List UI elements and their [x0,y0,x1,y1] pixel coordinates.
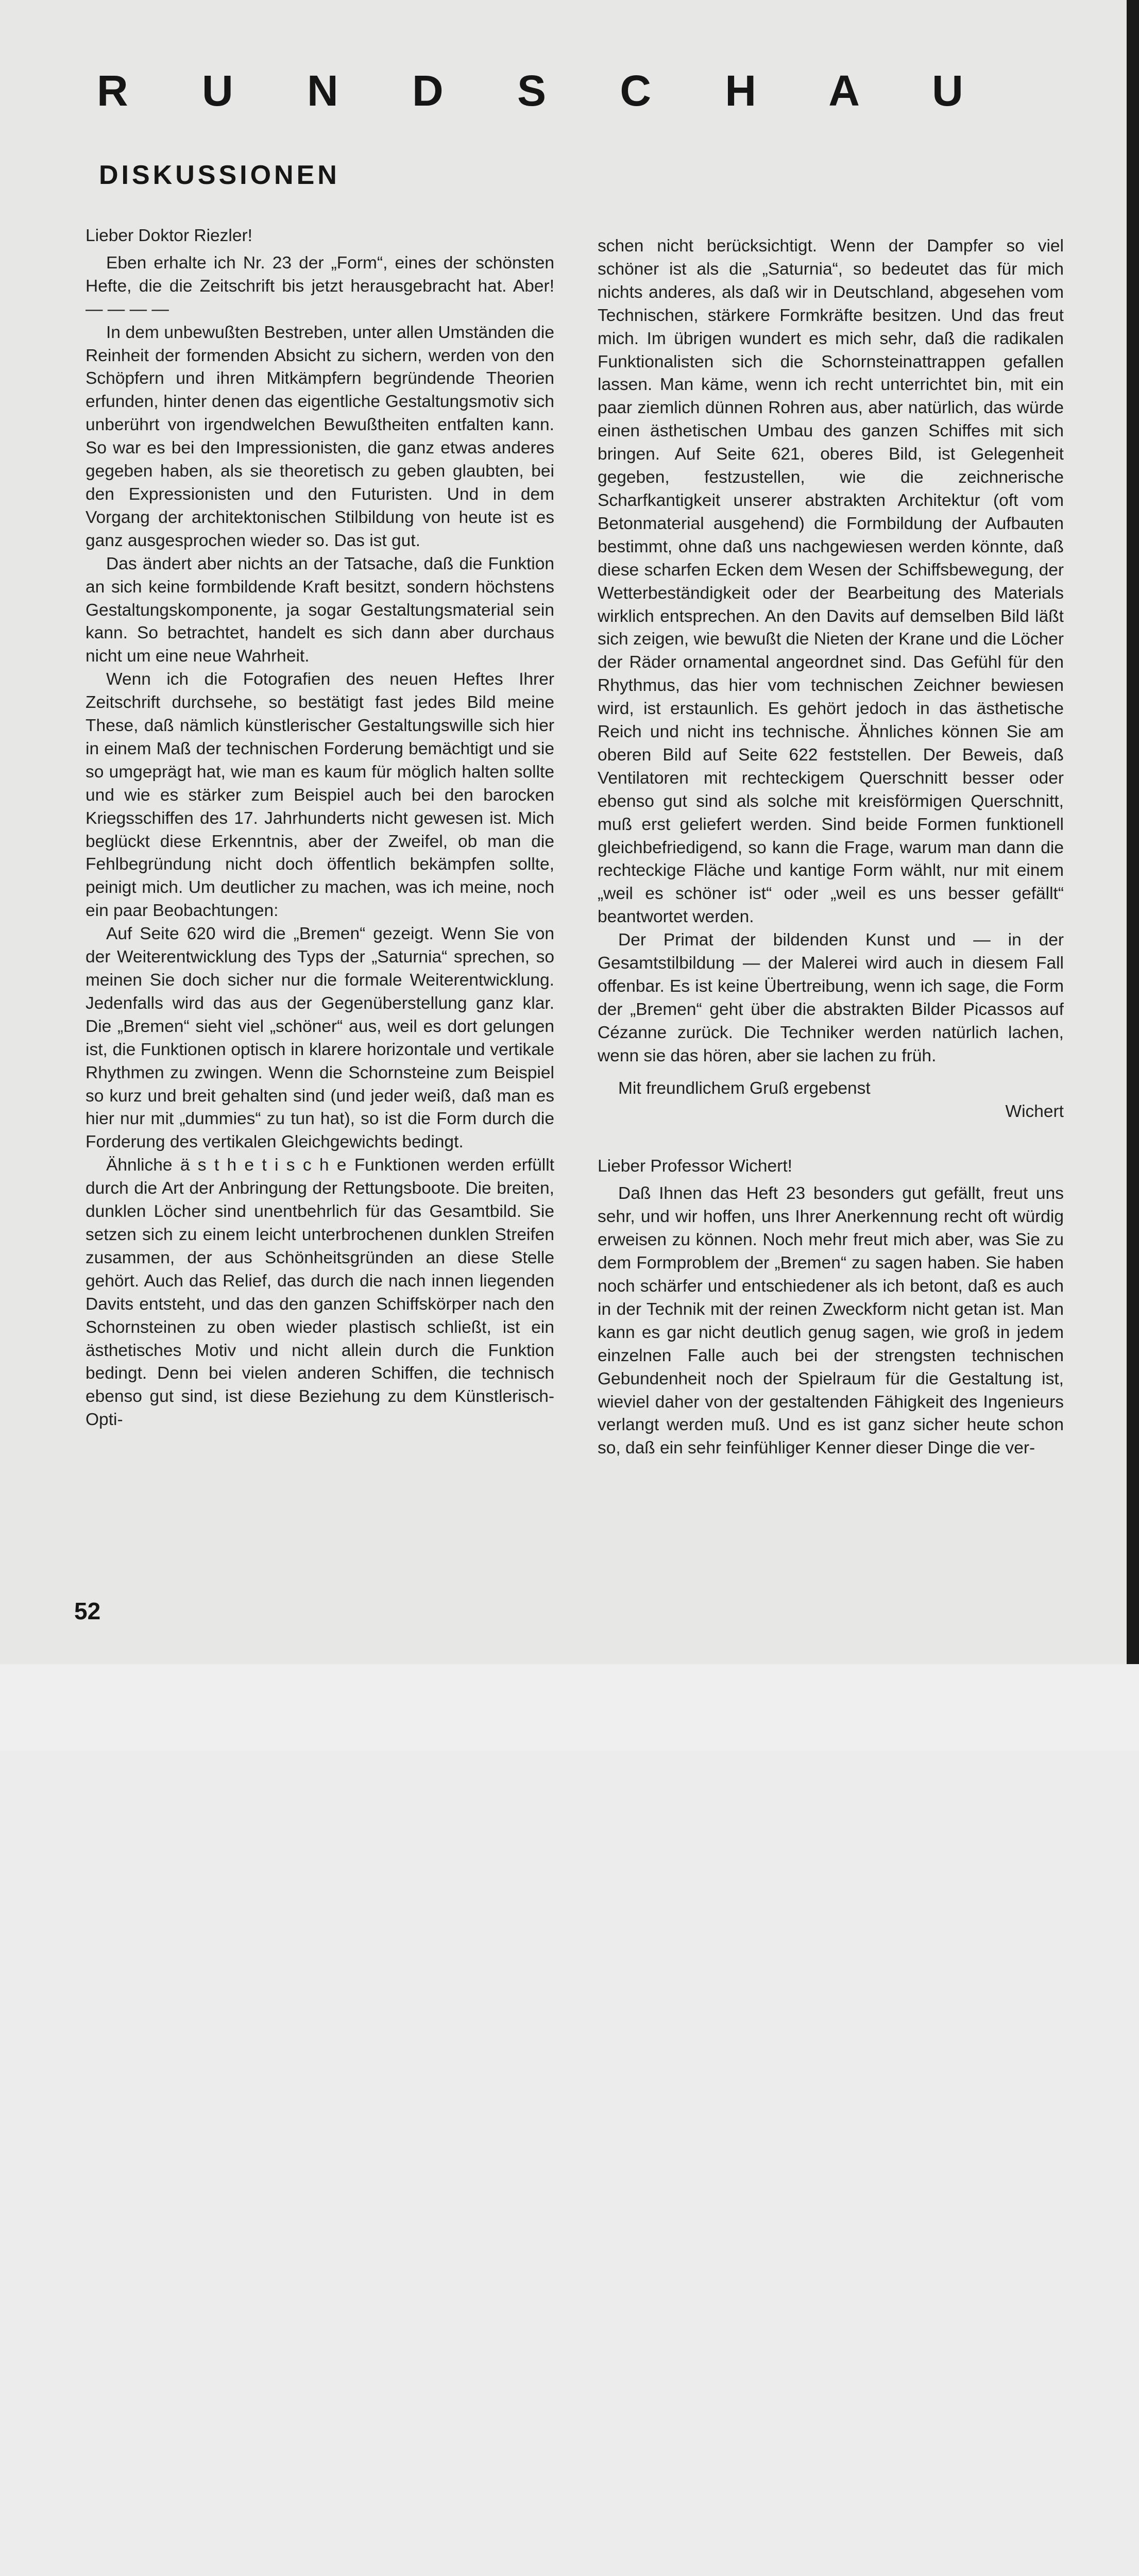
letter1-signature: Wichert [1005,1101,1064,1121]
section-heading: DISKUSSIONEN [99,160,340,190]
letter1-paragraph: Eben erhalte ich Nr. 23 der „Form“, eines der schönsten Hefte, die die Zeitschrift bis jetzt herausgebracht hat. Aber! — — — — [86,253,554,319]
letter2-paragraph: Daß Ihnen das Heft 23 besonders gut gefällt, freut uns sehr, und wir hoffen, uns Ihrer Anerkennung recht oft würdig erweisen zu können. Noch mehr freut mich aber, was Sie zu dem Formproblem der „Bremen“ zu sagen haben. Sie haben noch schärfer und entschiedener als ich betont, daß es auch in der Technik mit der reinen Zweckform nicht getan ist. Man kann es gar nicht deutlich genug sagen, wie groß in jedem einzelnen Falle auch bei der strengsten technischen Gebundenheit noch der Spielraum für die Gestaltung ist, wieviel daher von der gestaltenden Fähigkeit des Ingenieurs verlangt werden muß. Und es ist ganz sicher heute schon so, daß ein sehr feinfühliger Kenner dieser Dinge die ver- [598,1184,1064,1458]
page-number: 52 [74,1598,101,1624]
magazine-section-title: R U N D S C H A U [97,66,994,115]
left-column [86,225,554,1432]
letter1-salutation: Lieber Doktor Riezler! [86,226,252,245]
letter2-salutation: Lieber Professor Wichert! [598,1157,792,1176]
letter1-paragraph: Ähnliche ä s t h e t i s c h e Funktionen werden erfüllt durch die Art der Anbringung der Rettungsboote. Die breiten, dunklen Löcher sind unentbehrlich für das Gesamtbild. Sie setzen sich zu einem leicht unterbrochenen dunklen Streifen zusammen, der aus Schönheitsgründen an diese Stelle gehört. Auch das Relief, das durch die nach innen liegenden Davits entsteht, und das den ganzen Schiffskörper nach den Schornsteinen zu oben wieder plastisch schließt, ist ein ästhetisches Motiv und nicht allein durch die Funktion bedingt. Denn bei vielen anderen Schiffen, die technisch ebenso gut sind, ist diese Beziehung zu dem Künstlerisch-Opti- [86,1156,554,1430]
page-edge-shadow [1127,0,1139,1664]
letter1-paragraph: Wenn ich die Fotografien des neuen Heftes Ihrer Zeitschrift durchsehe, so bestätigt fast jedes Bild meine These, daß nämlich künstlerischer Gestaltungswille sich hier in einem Maß der technischen Forderung bemächtigt und sie so umgeprägt hat, wie man es kaum für möglich halten sollte und wie es stärker zum Beispiel auch bei den barocken Kriegsschiffen des 17. Jahrhunderts nicht gewesen ist. Mich beglückt diese Erkenntnis, aber der Zweifel, ob man die Fehlbegründung nicht doch öffentlich bekämpfen sollte, peinigt mich. Um deutlicher zu machen, was ich meine, noch ein paar Beobachtungen: [86,670,554,921]
letter1-paragraph-continued: schen nicht berücksichtigt. Wenn der Dampfer so viel schöner ist als die „Saturnia“, so bedeutet das für mich nichts anderes, als daß wir in Deutschland, abgesehen vom Technischen, stärkere Formkräfte besitzen. Und das freut mich. Im übrigen wundert es mich sehr, daß die radikalen Funktionalisten sich die Schornsteinattrappen gefallen lassen. Man käme, wenn ich recht unterrichtet bin, mit ein paar ziemlich dünnen Rohren aus, aber natürlich, das würde einen ästhetischen Umbau des ganzen Schiffes mit sich bringen. Auf Seite 621, oberes Bild, ist Gelegenheit gegeben, festzustellen, wie die zeichnerische Scharfkantigkeit unserer abstrakten Architektur (oft vom Betonmaterial ausgehend) die Formbildung der Aufbauten bestimmt, ohne daß uns nachgewiesen werden könnte, daß diese scharfen Ecken dem Wesen der Schiffsbewegung, der Wetterbeständigkeit oder der Bearbeitung des Materials wirklich entsprechen. An den Davits auf demselben Bild läßt sich zeigen, wie bewußt die Nieten der Krane und die Löcher der Räder ornamental angeordnet sind. Das Gefühl für den Rhythmus, das hier vom technischen Zeichner bewiesen wird, ist erstaunlich. Es gehört jedoch in das ästhetische Reich und nicht ins technische. Ähnliches können Sie am oberen Bild auf Seite 622 feststellen. Der Beweis, daß Ventilatoren mit rechteckigem Querschnitt besser oder ebenso gut sind als solche mit kreisförmigen Querschnitt, muß erst geliefert werden. Sind beide Formen funktionell gleichbefriedigend, so kann die Frage, warum man dann die rechteckige Fläche und kantige Form wählt, nur mit einem „weil es schöner ist“ oder „weil es uns besser gefällt“ beantwortet werden. [598,236,1064,927]
letter1-paragraph: Auf Seite 620 wird die „Bremen“ gezeigt. Wenn Sie von der Weiterentwicklung des Typs der „Saturnia“ sprechen, so meinen Sie doch sicher nur die formale Weiterentwicklung. Jedenfalls wird das aus der Gegenüberstellung ganz klar. Die „Bremen“ sieht viel „schöner“ aus, weil es dort gelungen ist, die Funktionen optisch in klarere horizontale und vertikale Rhythmen zu zwingen. Wenn die Schornsteine zum Beispiel so kurz und breit gehalten sind (und jeder weiß, daß man es hier nur mit „dummies“ zu tun hat), so ist die Form durch die Forderung des vertikalen Gleichgewichts bedingt. [86,924,554,1152]
letter1-closing: Mit freundlichem Gruß ergebenst [618,1078,871,1098]
right-column [598,235,1064,1460]
letter1-paragraph: Das ändert aber nichts an der Tatsache, daß die Funktion an sich keine formbildende Kraft besitzt, sondern höchstens Gestaltungskomponente, ja sogar Gestaltungsmaterial sein kann. So betrachtet, handelt es sich dann aber durchaus nicht um eine neue Wahrheit. [86,554,554,666]
letter1-paragraph: In dem unbewußten Bestreben, unter allen Umständen die Reinheit der formenden Absicht zu sichern, werden von den Schöpfern und ihren Mitkämpfern begründende Theorien erfunden, hinter denen das eigentliche Gestaltungsmotiv sich unberührt von irgendwelchen Bewußtheiten entfalten kann. So war es bei den Impressionisten, die ganz etwas anderes gegeben haben, als sie theoretisch zu geben glaubten, bei den Expressionisten und den Futuristen. Und in dem Vorgang der architektonischen Stilbildung von heute ist es ganz ausgesprochen wieder so. Das ist gut. [86,323,554,550]
digital-library-footer [0,1664,1139,1751]
letter1-paragraph: Der Primat der bildenden Kunst und — in der Gesamtstilbildung — der Malerei wird auch in diesem Fall offenbar. Es ist keine Übertreibung, wenn ich sage, die Form der „Bremen“ geht über die abstrakten Bilder Picassos auf Cézanne zurück. Die Techniker werden natürlich lachen, wenn sie das hören, aber sie lachen zu früh. [598,930,1064,1065]
